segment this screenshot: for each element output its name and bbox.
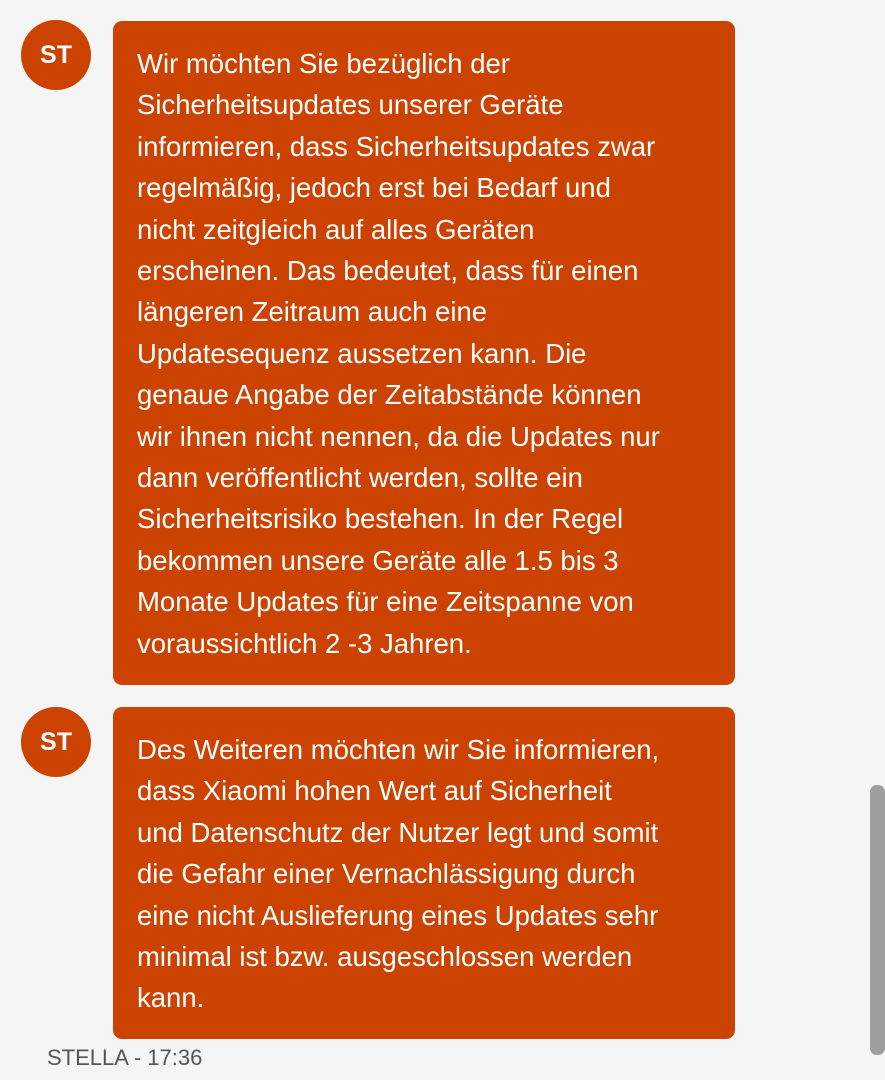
message-line: eine nicht Auslieferung eines Updates sehr xyxy=(137,899,659,931)
message-line: und Datenschutz der Nutzer legt und somit xyxy=(137,816,659,848)
message-line: Des Weiteren möchten wir Sie informieren, xyxy=(137,734,660,765)
message-line: genaue Angabe der Zeitabstände können xyxy=(137,379,642,411)
message-bubble xyxy=(113,707,735,1039)
message-line: Sicherheitsrisiko bestehen. In der Regel xyxy=(137,503,624,535)
message-line: kann. xyxy=(137,982,205,1014)
scrollbar-thumb[interactable] xyxy=(870,785,885,1055)
message-bubble xyxy=(113,21,735,685)
message-line: Sicherheitsupdates unserer Geräte xyxy=(137,89,564,121)
message-line: wir ihnen nicht nennen, da die Updates nur xyxy=(137,420,660,452)
message-line: bekommen unsere Geräte alle 1.5 bis 3 xyxy=(137,544,619,576)
avatar: ST xyxy=(21,20,91,90)
avatar: ST xyxy=(21,707,91,777)
message-line: dass Xiaomi hohen Wert auf Sicherheit xyxy=(137,775,612,807)
message-line: minimal ist bzw. ausgeschlossen werden xyxy=(137,941,633,973)
message-line: erscheinen. Das bedeutet, dass für einen xyxy=(137,255,639,287)
message-line: die Gefahr einer Vernachlässigung durch xyxy=(137,858,636,890)
message-line: Monate Updates für eine Zeitspanne von xyxy=(137,586,634,618)
message-line: Updatesequenz aussetzen kann. Die xyxy=(137,337,587,369)
message-line: Wir möchten Sie bezüglich der xyxy=(137,48,510,79)
message-line: dann veröffentlicht werden, sollte ein xyxy=(137,462,583,494)
message-sender-time: STELLA - 17:36 xyxy=(47,1045,203,1070)
message-line: informieren, dass Sicherheitsupdates zwar xyxy=(137,130,656,162)
message-line: nicht zeitgleich auf alles Geräten xyxy=(137,213,535,245)
message-line: regelmäßig, jedoch erst bei Bedarf und xyxy=(137,172,611,204)
message-line: längeren Zeitraum auch eine xyxy=(137,296,488,328)
message-line: voraussichtlich 2 -3 Jahren. xyxy=(137,627,472,659)
